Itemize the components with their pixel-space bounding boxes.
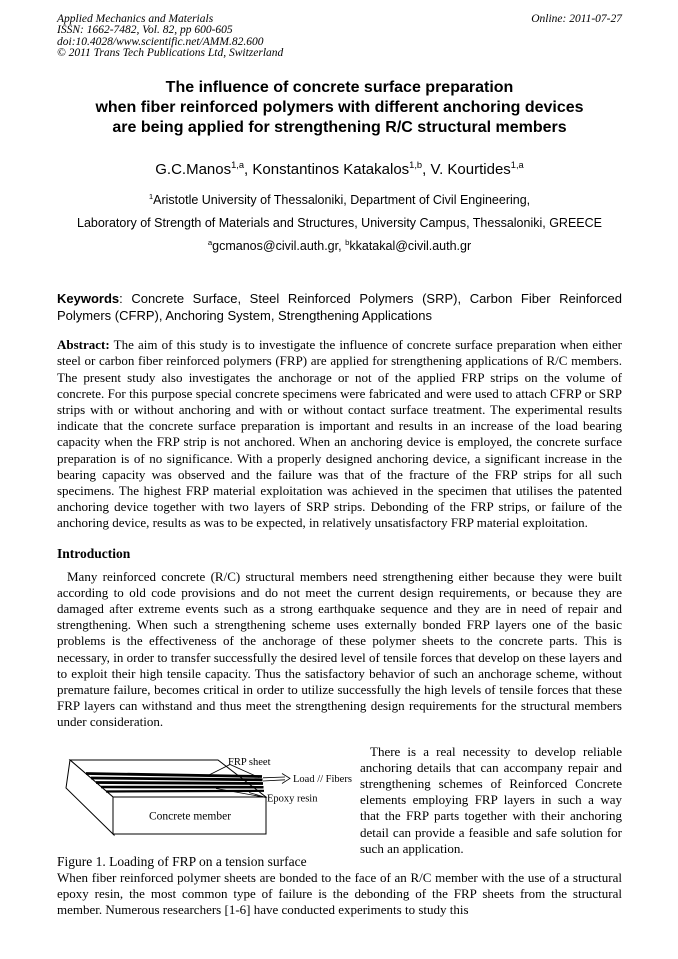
author-name: Konstantinos Katakalos <box>252 161 410 179</box>
author-superscript: 1,a <box>231 160 245 171</box>
abstract-text: The aim of this study is to investigate the influence of concrete surface preparation when either steel or carbon fiber reinforced polymers (FRP) are applied for strengthening applications of R/C members. The present study also investigates the anchorage or not of the applied FRP strips on the volume of concrete. For this purpose special concrete specimens were fabricated and were used to attach CFRP or SRP strips with or without anchoring and with or without contact surface treatment. The experimental results indicate that the concrete surface preparation is important and results in an increase of the load bearing capacity when the FRP strip is not anchored. When an anchoring device is employed, the concrete surface preparation is of no significance. With a properly designed anchoring device, a significant increase in the bearing capacity was observed and the failure was that of the fracture of the FRP strips for all such specimens. The highest FRP material exploitation was achieved in the specimen that utilises the patented anchoring device together with two layers of SRP strips. Debonding of the FRP strips, or failure of the anchoring device, results as was to be expected, in relatively unsatisfactory FRP material exploitation. <box>57 337 623 531</box>
figure-label-epoxy-resin: Epoxy resin <box>267 793 318 805</box>
journal-header <box>57 14 622 59</box>
abstract-block <box>57 337 622 531</box>
figure-diagram <box>57 754 360 848</box>
author-name: V. Kourtides <box>430 161 511 179</box>
journal-copyright: © 2011 Trans Tech Publications Ltd, Switzerland <box>57 46 284 59</box>
online-date: Online: 2011-07-27 <box>531 13 622 25</box>
journal-header-left <box>57 14 283 59</box>
affiliation-line2: Laboratory of Strength of Materials and Structures, University Campus, Thessaloniki, GREECE <box>77 216 602 231</box>
author-name: G.C.Manos <box>155 161 232 179</box>
affiliation-sup: 1 <box>148 192 154 202</box>
figure-and-text-flow <box>57 744 622 919</box>
paper-title <box>57 78 622 138</box>
author-superscript: 1,a <box>510 160 524 171</box>
figure-label-frp-sheet: FRP sheet <box>228 756 271 768</box>
abstract-label: Abstract: <box>57 337 110 353</box>
journal-issn: ISSN: 1662-7482, Vol. 82, pp 600-605 <box>57 24 233 37</box>
emails-line: $^a$gcmanos@civil.auth.gr, $^b$kkatakal@civil.auth.gr <box>207 238 472 254</box>
concrete-block-shape <box>66 760 266 835</box>
introduction-paragraph-3: When fiber reinforced polymer sheets are bonded to the face of an R/C member with the use of a structural epoxy resin, the most common type of failure is the debonding of the FRP sheets from the structural member. Numerous researchers [1-6] have conducted experiments to study this <box>57 870 622 918</box>
introduction-heading: Introduction <box>57 545 131 561</box>
email-superscript: a <box>207 238 213 248</box>
author-superscript: 1,b <box>409 160 423 171</box>
introduction-paragraph-2: There is a real necessity to develop reliable anchoring details that can accompany repair and strengthening schemes of Reinforced Concrete elements employing FRP layers in such a way that the FRP parts together with their anchoring detail can provide a feasible and safe solution for such an application. <box>360 743 622 856</box>
authors-line: G.C.Manos$^{1,a}$, Konstantinos Katakalos$^{1,b}$, V. Kourtides$^{1,a}$ <box>155 160 524 179</box>
figure-1 <box>57 744 360 870</box>
introduction-paragraph-1: Many reinforced concrete (R/C) structural members need strengthening either because they were built according to old code provisions and do not meet the current design requirements, or because they are damaged after extreme events such as a strong earthquake sequence and they are in need of repair and strengthening. When such a strengthening scheme uses externally bonded FRP layers one of the basic problems is the effectiveness of the anchorage of these polymer sheets to the concrete parts. This is necessary, in order to transfer successfully the desired level of tensile forces that develop on these layers and to exploit their high tensile capacity. Thus the satisfactory behavior of such an anchorage scheme, without premature failure, becomes critical in order to utilize successfully the high levels of tensile forces that these FRP layers can withstand and thus meet the strengthening design requirements for the structural members under consideration. <box>57 568 622 730</box>
journal-name: Applied Mechanics and Materials <box>57 13 214 25</box>
affiliation-line1 <box>57 194 622 207</box>
email-address: kkatakal@civil.auth.gr <box>349 239 472 254</box>
email-superscript: b <box>345 238 350 248</box>
paper-title-line2: when fiber reinforced polymers with different anchoring devices <box>95 99 584 117</box>
keywords-text: : Concrete Surface, Steel Reinforced Polymers (SRP), Carbon Fiber Reinforced Polymers (CFRP), Anchoring System, Strengthening Applications <box>57 291 622 324</box>
keywords-label: Keywords <box>57 291 120 307</box>
paper-title-line3: are being applied for strengthening R/C structural members <box>112 119 567 137</box>
journal-doi: doi:10.4028/www.scientific.net/AMM.82.600 <box>57 35 264 48</box>
figure-label-concrete-member: Concrete member <box>148 810 232 823</box>
paper-title-line1: The influence of concrete surface preparation <box>165 79 514 97</box>
keywords-block <box>57 290 622 324</box>
affiliation-text1: Aristotle University of Thessaloniki, Department of Civil Engineering, <box>153 193 531 208</box>
figure-label-load-fibers: Load // Fibers <box>293 773 352 785</box>
figure-caption: Figure 1. Loading of FRP on a tension surface <box>57 853 307 869</box>
email-address: gcmanos@civil.auth.gr <box>212 239 339 254</box>
load-arrow-icon <box>263 773 290 783</box>
